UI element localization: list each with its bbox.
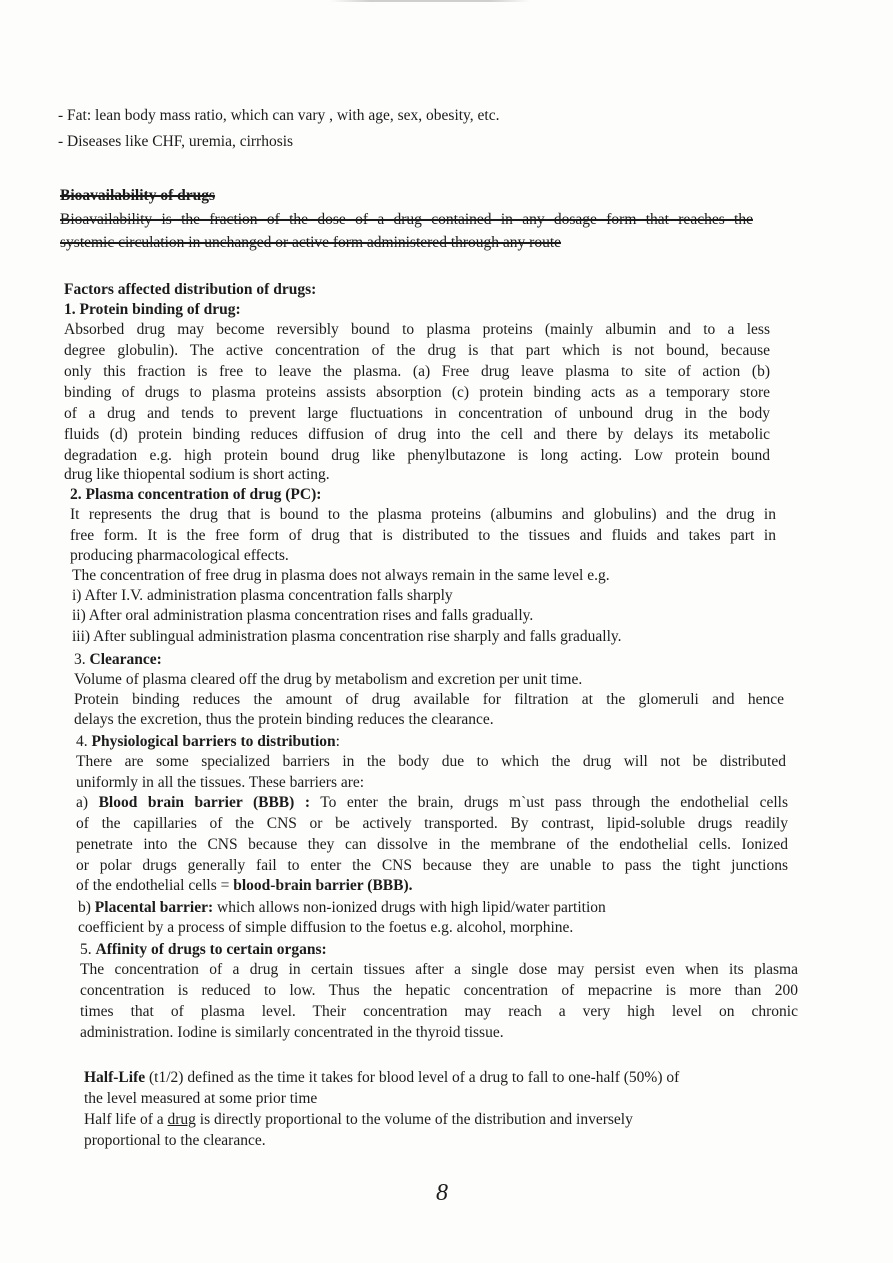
section-1-line: binding of drugs to plasma proteins assists absorption (c) protein binding acts as a temporary store bbox=[64, 384, 770, 401]
section-1-line: of a drug and tends to prevent large fluctuations in concentration of unbound drug in the body bbox=[64, 405, 770, 422]
section-1-line: degree globulin). The active concentration of the drug is that part which is not bound, because bbox=[64, 342, 770, 359]
bbb-line: a) Blood brain barrier (BBB) : To enter the brain, drugs m`ust pass through the endothelial cells bbox=[76, 794, 789, 811]
section-3-line: Volume of plasma cleared off the drug by metabolism and excretion per unit time. bbox=[74, 671, 583, 688]
bioavailability-line-2: systemic circulation in unchanged or active form administered through any route bbox=[60, 234, 562, 251]
section-5-line: The concentration of a drug in certain tissues after a single dose may persist even when its plasma bbox=[80, 961, 798, 978]
drug-link[interactable]: drug bbox=[167, 1111, 196, 1128]
placental-line: coefficient by a process of simple diffusion to the foetus e.g. alcohol, morphine. bbox=[78, 919, 574, 936]
placental-line: b) Placental barrier: which allows non-ionized drugs with high lipid/water partition bbox=[78, 899, 606, 916]
halflife-line: proportional to the clearance. bbox=[84, 1132, 266, 1149]
bioavailability-line-1: Bioavailability is the fraction of the dose of a drug contained in any dosage form that reaches the bbox=[60, 211, 753, 228]
list-item-oral: ii) After oral administration plasma concentration rises and falls gradually. bbox=[72, 607, 534, 624]
section-1-line: only this fraction is free to leave the plasma. (a) Free drug leave plasma to site of action (b) bbox=[64, 363, 770, 380]
section-3-line: delays the excretion, thus the protein binding reduces the clearance. bbox=[74, 711, 494, 728]
section-1-line: degradation e.g. high protein bound drug like phenylbutazone is long acting. Low protein bound bbox=[64, 447, 770, 464]
section-1-line: Absorbed drug may become reversibly bound to plasma proteins (mainly albumin and to a less bbox=[64, 321, 770, 338]
factors-heading: Factors affected distribution of drugs: bbox=[64, 281, 317, 298]
section-4-title: 4. Physiological barriers to distribution: bbox=[76, 733, 340, 750]
section-2-title: 2. Plasma concentration of drug (PC): bbox=[70, 486, 322, 503]
section-1-title: 1. Protein binding of drug: bbox=[64, 301, 241, 318]
section-5-title: 5. Affinity of drugs to certain organs: bbox=[80, 941, 327, 958]
bullet-diseases: - Diseases like CHF, uremia, cirrhosis bbox=[58, 133, 294, 150]
halflife-line: Half life of a drug is directly proportional to the volume of the distribution and inversely bbox=[84, 1111, 633, 1128]
section-2-line: The concentration of free drug in plasma does not always remain in the same level e.g. bbox=[72, 567, 610, 584]
bullet-fat: - Fat: lean body mass ratio, which can vary , with age, sex, obesity, etc. bbox=[58, 107, 500, 124]
section-5-line: times that of plasma level. Their concentration may reach a very high level on chronic bbox=[80, 1003, 798, 1020]
bioavailability-heading: Bioavailability of drugs bbox=[60, 187, 216, 204]
section-2-line: producing pharmacological effects. bbox=[70, 547, 289, 564]
bbb-line: of the capillaries of the CNS or be actively transported. By contrast, lipid-soluble drugs readily bbox=[76, 815, 788, 832]
section-2-line: It represents the drug that is bound to the plasma proteins (albumins and globulins) and the drug in bbox=[70, 506, 776, 523]
halflife-line: the level measured at some prior time bbox=[84, 1090, 318, 1107]
list-item-sublingual: iii) After sublingual administration plasma concentration rise sharply and falls gradually. bbox=[72, 628, 622, 645]
list-item-iv: i) After I.V. administration plasma concentration falls sharply bbox=[72, 587, 453, 604]
section-1-line: fluids (d) protein binding reduces diffusion of drug into the cell and there by delays its metabolic bbox=[64, 426, 770, 443]
section-3-title: 3. Clearance: bbox=[74, 651, 162, 668]
section-1-line: drug like thiopental sodium is short acting. bbox=[64, 466, 330, 483]
section-4-line: uniformly in all the tissues. These barriers are: bbox=[76, 774, 365, 791]
bbb-line: penetrate into the CNS because they can dissolve in the membrane of the endothelial cells. Ionized bbox=[76, 836, 788, 853]
bbb-line: of the endothelial cells = blood-brain barrier (BBB). bbox=[76, 877, 413, 894]
section-2-line: free form. It is the free form of drug that is distributed to the tissues and fluids and takes part in bbox=[70, 527, 776, 544]
section-3-line: Protein binding reduces the amount of drug available for filtration at the glomeruli and hence bbox=[74, 691, 784, 708]
section-5-line: concentration is reduced to low. Thus the hepatic concentration of mepacrine is more than 200 bbox=[80, 982, 798, 999]
bbb-line: or polar drugs generally fail to enter the CNS because they are unable to pass the tight junctions bbox=[76, 857, 788, 874]
section-4-line: There are some specialized barriers in the body due to which the drug will not be distributed bbox=[76, 753, 786, 770]
scan-artifact bbox=[330, 0, 530, 2]
page-number: 8 bbox=[436, 1180, 448, 1206]
halflife-line: Half-Life (t1/2) defined as the time it takes for blood level of a drug to fall to one-half (50%) of bbox=[84, 1069, 680, 1086]
section-5-line: administration. Iodine is similarly concentrated in the thyroid tissue. bbox=[80, 1024, 504, 1041]
